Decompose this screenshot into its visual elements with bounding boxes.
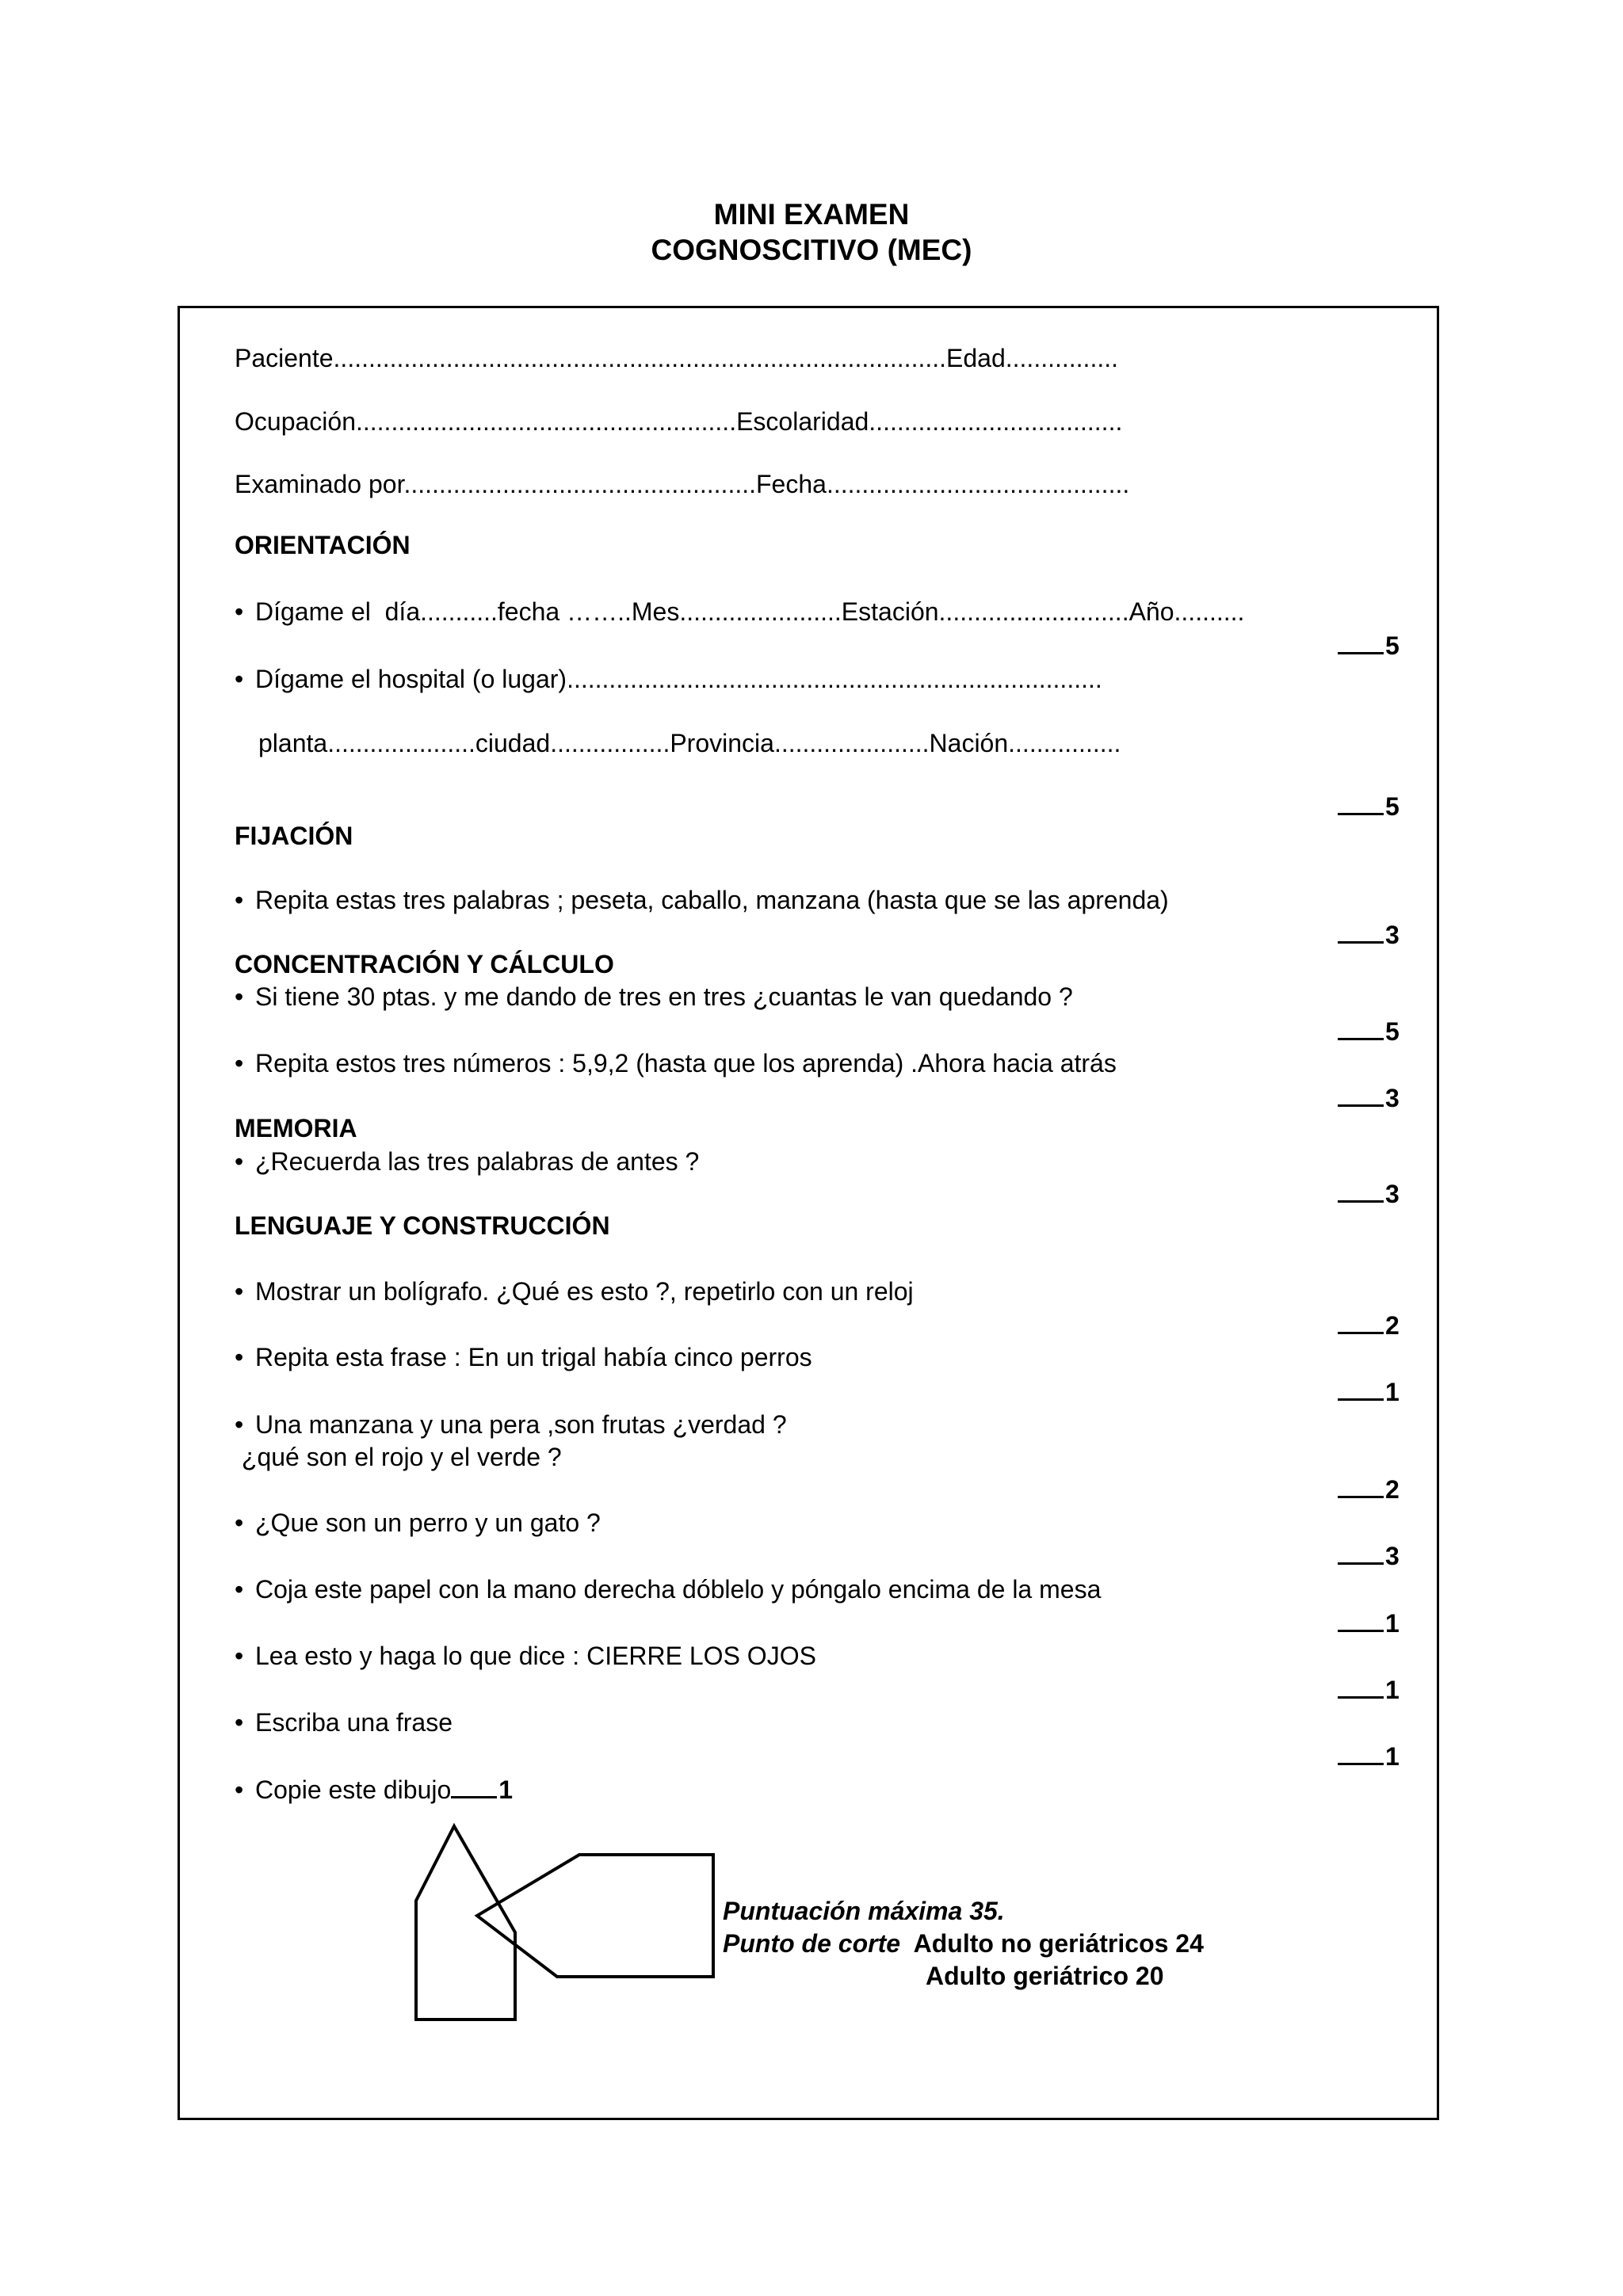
score-blank[interactable]: [1338, 921, 1384, 944]
score-value: 2: [1385, 1475, 1400, 1504]
language-item-2: [235, 1341, 812, 1373]
fixation-item-1: [235, 884, 1169, 916]
score-value: 1: [1385, 1609, 1400, 1638]
score-blank[interactable]: [1338, 1542, 1384, 1565]
cutoff-adult-note: [723, 1928, 1204, 1959]
score-value: 5: [1385, 1017, 1400, 1046]
item-text: Dígame el hospital (o lugar)............................................................................: [255, 665, 1102, 693]
bullet-icon: •: [235, 1343, 244, 1371]
section-orientacion: ORIENTACIÓN: [235, 531, 411, 559]
score-value: 3: [1385, 1542, 1400, 1570]
examiner-date-field[interactable]: Examinado por..................................................Fecha...........................................: [235, 470, 1130, 498]
bullet-icon: •: [235, 982, 244, 1011]
score-value: 5: [1385, 792, 1400, 821]
concentration-item-2: [235, 1047, 1117, 1079]
score-fixation[interactable]: [1338, 919, 1400, 951]
language-item-4: [235, 1507, 601, 1539]
score-reading[interactable]: [1338, 1608, 1400, 1639]
occupation-schooling-field[interactable]: Ocupación......................................................Escolaridad....................................: [235, 407, 1123, 436]
item-text: Repita esta frase : En un trigal había cinco perros: [255, 1343, 812, 1371]
section-lenguaje: LENGUAJE Y CONSTRUCCIÓN: [235, 1211, 610, 1240]
score-blank[interactable]: [1338, 1311, 1384, 1334]
bullet-icon: •: [235, 1708, 244, 1737]
bullet-icon: •: [235, 1642, 244, 1670]
score-blank[interactable]: [1338, 1609, 1384, 1632]
bullet-icon: •: [235, 1508, 244, 1537]
patient-age-field[interactable]: Paciente.......................................................................................Edad................: [235, 344, 1118, 372]
bullet-icon: •: [235, 886, 244, 914]
copy-score-value: 1: [498, 1775, 514, 1804]
score-blank[interactable]: [1338, 1084, 1384, 1107]
item-text: Copie este dibujo: [255, 1775, 452, 1804]
score-value: 1: [1385, 1742, 1400, 1771]
vertical-pentagon-shape: [416, 1826, 515, 2019]
score-blank[interactable]: [1338, 1378, 1384, 1401]
score-blank[interactable]: [1338, 1180, 1384, 1203]
section-concentracion: CONCENTRACIÓN Y CÁLCULO: [235, 950, 614, 978]
score-calculation[interactable]: [1338, 1016, 1400, 1047]
score-memory[interactable]: [1338, 1178, 1400, 1210]
cutoff-geriatric-note: Adulto geriátrico 20: [926, 1962, 1164, 1990]
item-text: Coja este papel con la mano derecha dóblelo y póngalo encima de la mesa: [255, 1575, 1102, 1604]
language-item-3b: ¿qué son el rojo y el verde ?: [235, 1443, 562, 1471]
bullet-icon: •: [235, 665, 244, 693]
item-text: Mostrar un bolígrafo. ¿Qué es esto ?, repetirlo con un reloj: [255, 1277, 914, 1306]
score-value: 5: [1385, 631, 1400, 660]
item-text: Repita estas tres palabras ; peseta, caballo, manzana (hasta que se las aprenda): [255, 886, 1169, 914]
horizontal-pentagon-shape: [477, 1855, 713, 1977]
bullet-icon: •: [235, 1147, 244, 1176]
score-blank[interactable]: [1338, 1475, 1384, 1498]
cutoff-label: Punto de corte: [723, 1929, 901, 1958]
language-item-1: [235, 1276, 914, 1307]
score-command[interactable]: [1338, 1540, 1400, 1572]
score-copy[interactable]: [1338, 1741, 1400, 1772]
score-similarities[interactable]: [1338, 1474, 1400, 1505]
score-blank[interactable]: [1338, 631, 1384, 654]
item-text: ¿Recuerda las tres palabras de antes ?: [255, 1147, 700, 1176]
memory-item-1: [235, 1146, 699, 1177]
score-blank[interactable]: [1338, 1676, 1384, 1699]
score-blank[interactable]: [451, 1775, 497, 1798]
score-value: 3: [1385, 921, 1400, 949]
language-item-7: [235, 1707, 453, 1738]
section-memoria: MEMORIA: [235, 1114, 357, 1142]
item-text: Si tiene 30 ptas. y me dando de tres en tres ¿cuantas le van quedando ?: [255, 982, 1073, 1011]
item-text: ¿Que son un perro y un gato ?: [255, 1508, 601, 1537]
orientation-item-2: [235, 663, 1102, 695]
bullet-icon: •: [235, 1277, 244, 1306]
title-line-2: COGNOSCITIVO (MEC): [651, 234, 972, 266]
item-text: Una manzana y una pera ,son frutas ¿verdad ?: [255, 1410, 787, 1439]
score-digits[interactable]: [1338, 1082, 1400, 1114]
language-item-5: [235, 1573, 1101, 1605]
orientation-item-1: [235, 596, 1244, 627]
orientation-item-3: planta.....................ciudad.................Provincia......................Nación................: [258, 729, 1121, 757]
score-blank[interactable]: [1338, 1017, 1384, 1040]
score-value: 3: [1385, 1084, 1400, 1112]
item-text: Escriba una frase: [255, 1708, 453, 1737]
score-blank[interactable]: [1338, 792, 1384, 815]
bullet-icon: •: [235, 1775, 244, 1804]
max-score-note: Puntuación máxima 35.: [723, 1897, 1005, 1925]
score-value: 2: [1385, 1311, 1400, 1340]
score-orientation-time[interactable]: [1338, 630, 1400, 662]
language-item-6: [235, 1640, 816, 1672]
score-orientation-place[interactable]: [1338, 791, 1400, 822]
score-repetition[interactable]: [1338, 1376, 1400, 1408]
score-writing[interactable]: [1338, 1674, 1400, 1706]
item-text: Lea esto y haga lo que dice : CIERRE LOS OJOS: [255, 1642, 816, 1670]
language-item-3: [235, 1409, 787, 1440]
score-blank[interactable]: [1338, 1742, 1384, 1765]
item-text: Repita estos tres números : 5,9,2 (hasta que los aprenda) .Ahora hacia atrás: [255, 1049, 1117, 1077]
bullet-icon: •: [235, 597, 244, 626]
bullet-icon: •: [235, 1049, 244, 1077]
score-value: 3: [1385, 1180, 1400, 1208]
bullet-icon: •: [235, 1410, 244, 1439]
language-item-8: [235, 1774, 513, 1806]
concentration-item-1: [235, 981, 1073, 1013]
score-value: 1: [1385, 1676, 1400, 1704]
score-value: 1: [1385, 1378, 1400, 1406]
intersecting-pentagons-drawing: [396, 1806, 729, 2028]
section-fijacion: FIJACIÓN: [235, 822, 353, 850]
bullet-icon: •: [235, 1575, 244, 1604]
score-naming[interactable]: [1338, 1310, 1400, 1341]
cutoff-adult-value: Adulto no geriátricos 24: [913, 1929, 1204, 1958]
title-line-1: MINI EXAMEN: [713, 198, 910, 231]
item-text: Dígame el día...........fecha ……..Mes.......................Estación...........................Año..........: [255, 597, 1245, 626]
